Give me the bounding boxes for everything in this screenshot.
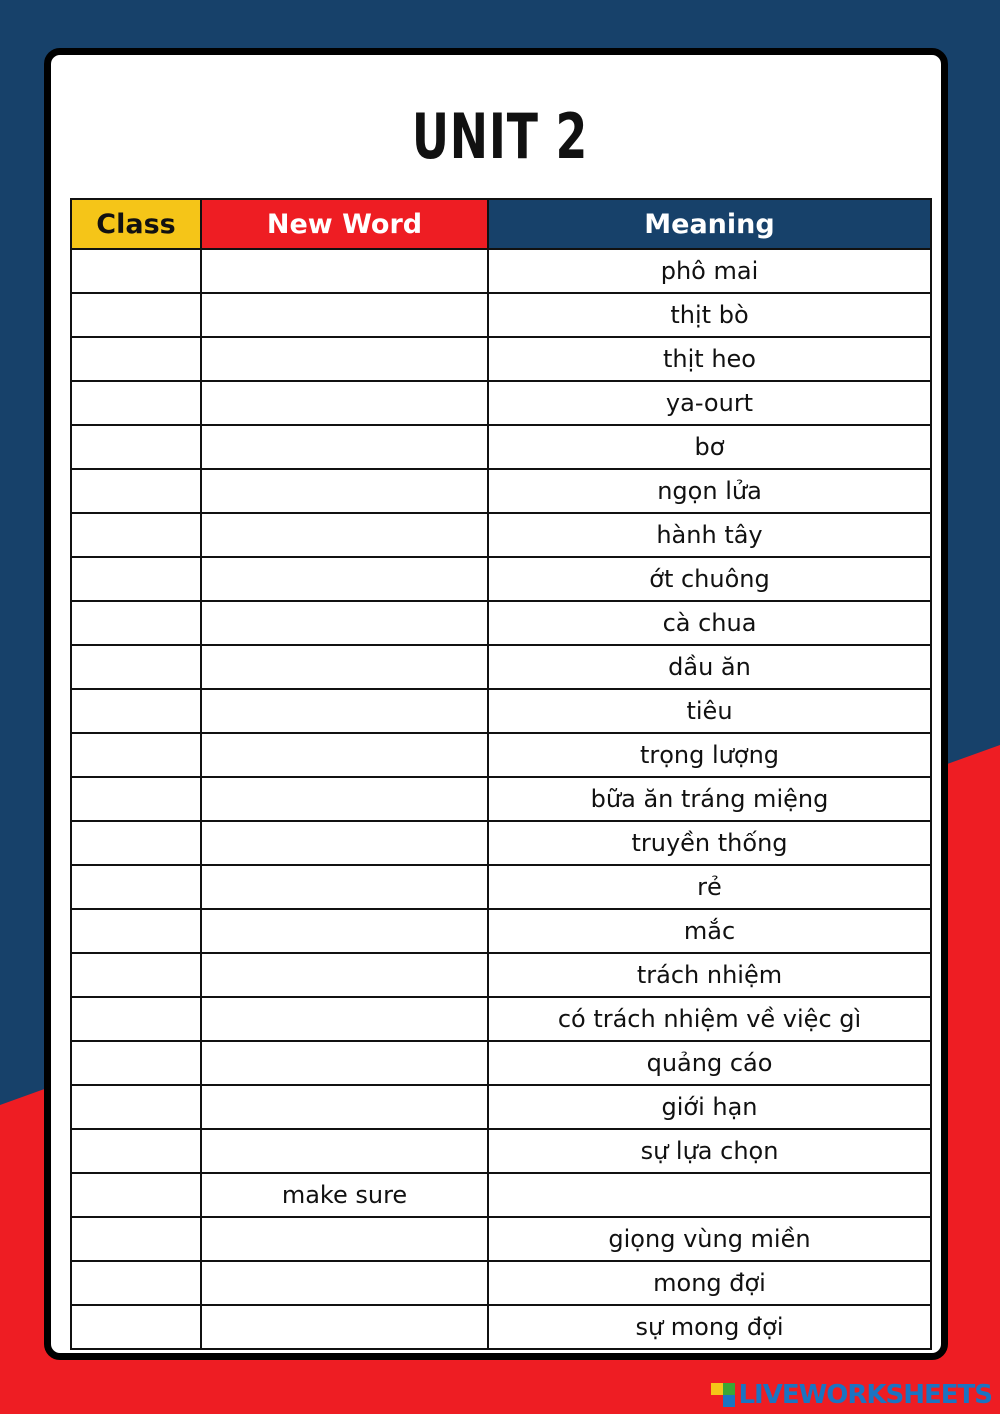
table-row [71, 1041, 931, 1085]
class-cell[interactable] [71, 689, 201, 733]
class-cell[interactable] [71, 777, 201, 821]
class-cell[interactable] [71, 293, 201, 337]
class-cell[interactable] [71, 557, 201, 601]
table-row [71, 909, 931, 953]
meaning-cell: phô mai [488, 249, 931, 293]
table-row [71, 997, 931, 1041]
new-word-cell[interactable] [201, 865, 488, 909]
meaning-cell: ngọn lửa [488, 469, 931, 513]
class-cell[interactable] [71, 909, 201, 953]
meaning-cell: ya-ourt [488, 381, 931, 425]
new-word-cell[interactable]: make sure [201, 1173, 488, 1217]
class-cell[interactable] [71, 997, 201, 1041]
table-row [71, 513, 931, 557]
table-row [71, 689, 931, 733]
new-word-cell[interactable] [201, 733, 488, 777]
class-cell[interactable] [71, 1217, 201, 1261]
new-word-cell[interactable] [201, 953, 488, 997]
meaning-cell: trọng lượng [488, 733, 931, 777]
meaning-cell: dầu ăn [488, 645, 931, 689]
new-word-cell[interactable] [201, 909, 488, 953]
class-cell[interactable] [71, 1305, 201, 1349]
new-word-cell[interactable] [201, 337, 488, 381]
new-word-cell[interactable] [201, 777, 488, 821]
table-body [71, 249, 931, 1349]
table-row [71, 601, 931, 645]
meaning-cell: trách nhiệm [488, 953, 931, 997]
new-word-cell[interactable] [201, 425, 488, 469]
meaning-cell: hành tây [488, 513, 931, 557]
new-word-cell[interactable] [201, 513, 488, 557]
class-cell[interactable] [71, 953, 201, 997]
new-word-cell[interactable] [201, 1085, 488, 1129]
table-row [71, 777, 931, 821]
new-word-cell[interactable] [201, 601, 488, 645]
class-cell[interactable] [71, 1085, 201, 1129]
class-cell[interactable] [71, 821, 201, 865]
table-row [71, 821, 931, 865]
liveworksheets-footer [711, 1380, 992, 1410]
meaning-cell: truyền thống [488, 821, 931, 865]
table-header-row [71, 199, 931, 249]
class-cell[interactable] [71, 601, 201, 645]
table-row [71, 469, 931, 513]
class-cell[interactable] [71, 1173, 201, 1217]
table-row [71, 381, 931, 425]
table-row [71, 293, 931, 337]
meaning-cell: có trách nhiệm về việc gì [488, 997, 931, 1041]
meaning-cell: mong đợi [488, 1261, 931, 1305]
vocabulary-table [70, 198, 932, 1350]
table-row [71, 645, 931, 689]
table-row [71, 1217, 931, 1261]
table-row [71, 1261, 931, 1305]
class-cell[interactable] [71, 249, 201, 293]
new-word-cell[interactable] [201, 1261, 488, 1305]
meaning-cell: sự lựa chọn [488, 1129, 931, 1173]
header-class: Class [71, 199, 201, 249]
class-cell[interactable] [71, 513, 201, 557]
meaning-cell: thịt bò [488, 293, 931, 337]
meaning-cell: giới hạn [488, 1085, 931, 1129]
table-row [71, 557, 931, 601]
new-word-cell[interactable] [201, 1305, 488, 1349]
table-row [71, 249, 931, 293]
class-cell[interactable] [71, 865, 201, 909]
meaning-cell: bữa ăn tráng miệng [488, 777, 931, 821]
meaning-cell: thịt heo [488, 337, 931, 381]
table-row [71, 953, 931, 997]
class-cell[interactable] [71, 1261, 201, 1305]
table-row [71, 865, 931, 909]
meaning-cell: sự mong đợi [488, 1305, 931, 1349]
new-word-cell[interactable] [201, 1041, 488, 1085]
class-cell[interactable] [71, 469, 201, 513]
new-word-cell[interactable] [201, 293, 488, 337]
new-word-cell[interactable] [201, 645, 488, 689]
footer-brand: LIVEWORKSHEETS [738, 1380, 992, 1410]
meaning-cell: bơ [488, 425, 931, 469]
table-row [71, 425, 931, 469]
page-title: UNIT 2 [411, 100, 589, 173]
new-word-cell[interactable] [201, 689, 488, 733]
table-row [71, 1305, 931, 1349]
table-row [71, 1085, 931, 1129]
meaning-cell: ớt chuông [488, 557, 931, 601]
header-new-word: New Word [201, 199, 488, 249]
new-word-cell[interactable] [201, 1129, 488, 1173]
new-word-cell[interactable] [201, 997, 488, 1041]
meaning-cell: mắc [488, 909, 931, 953]
class-cell[interactable] [71, 381, 201, 425]
table-row [71, 1173, 931, 1217]
new-word-cell[interactable] [201, 469, 488, 513]
new-word-cell[interactable] [201, 381, 488, 425]
new-word-cell[interactable] [201, 1217, 488, 1261]
table-row [71, 733, 931, 777]
new-word-cell[interactable] [201, 249, 488, 293]
class-cell[interactable] [71, 1041, 201, 1085]
header-meaning: Meaning [488, 199, 931, 249]
meaning-cell: cà chua [488, 601, 931, 645]
table-row [71, 1129, 931, 1173]
liveworksheets-logo-icon [711, 1383, 735, 1407]
class-cell[interactable] [71, 425, 201, 469]
meaning-cell: rẻ [488, 865, 931, 909]
new-word-cell[interactable] [201, 821, 488, 865]
meaning-cell [488, 1173, 931, 1217]
meaning-cell: giọng vùng miền [488, 1217, 931, 1261]
meaning-cell: quảng cáo [488, 1041, 931, 1085]
class-cell[interactable] [71, 1129, 201, 1173]
table-row [71, 337, 931, 381]
class-cell[interactable] [71, 337, 201, 381]
meaning-cell: tiêu [488, 689, 931, 733]
class-cell[interactable] [71, 645, 201, 689]
class-cell[interactable] [71, 733, 201, 777]
new-word-cell[interactable] [201, 557, 488, 601]
